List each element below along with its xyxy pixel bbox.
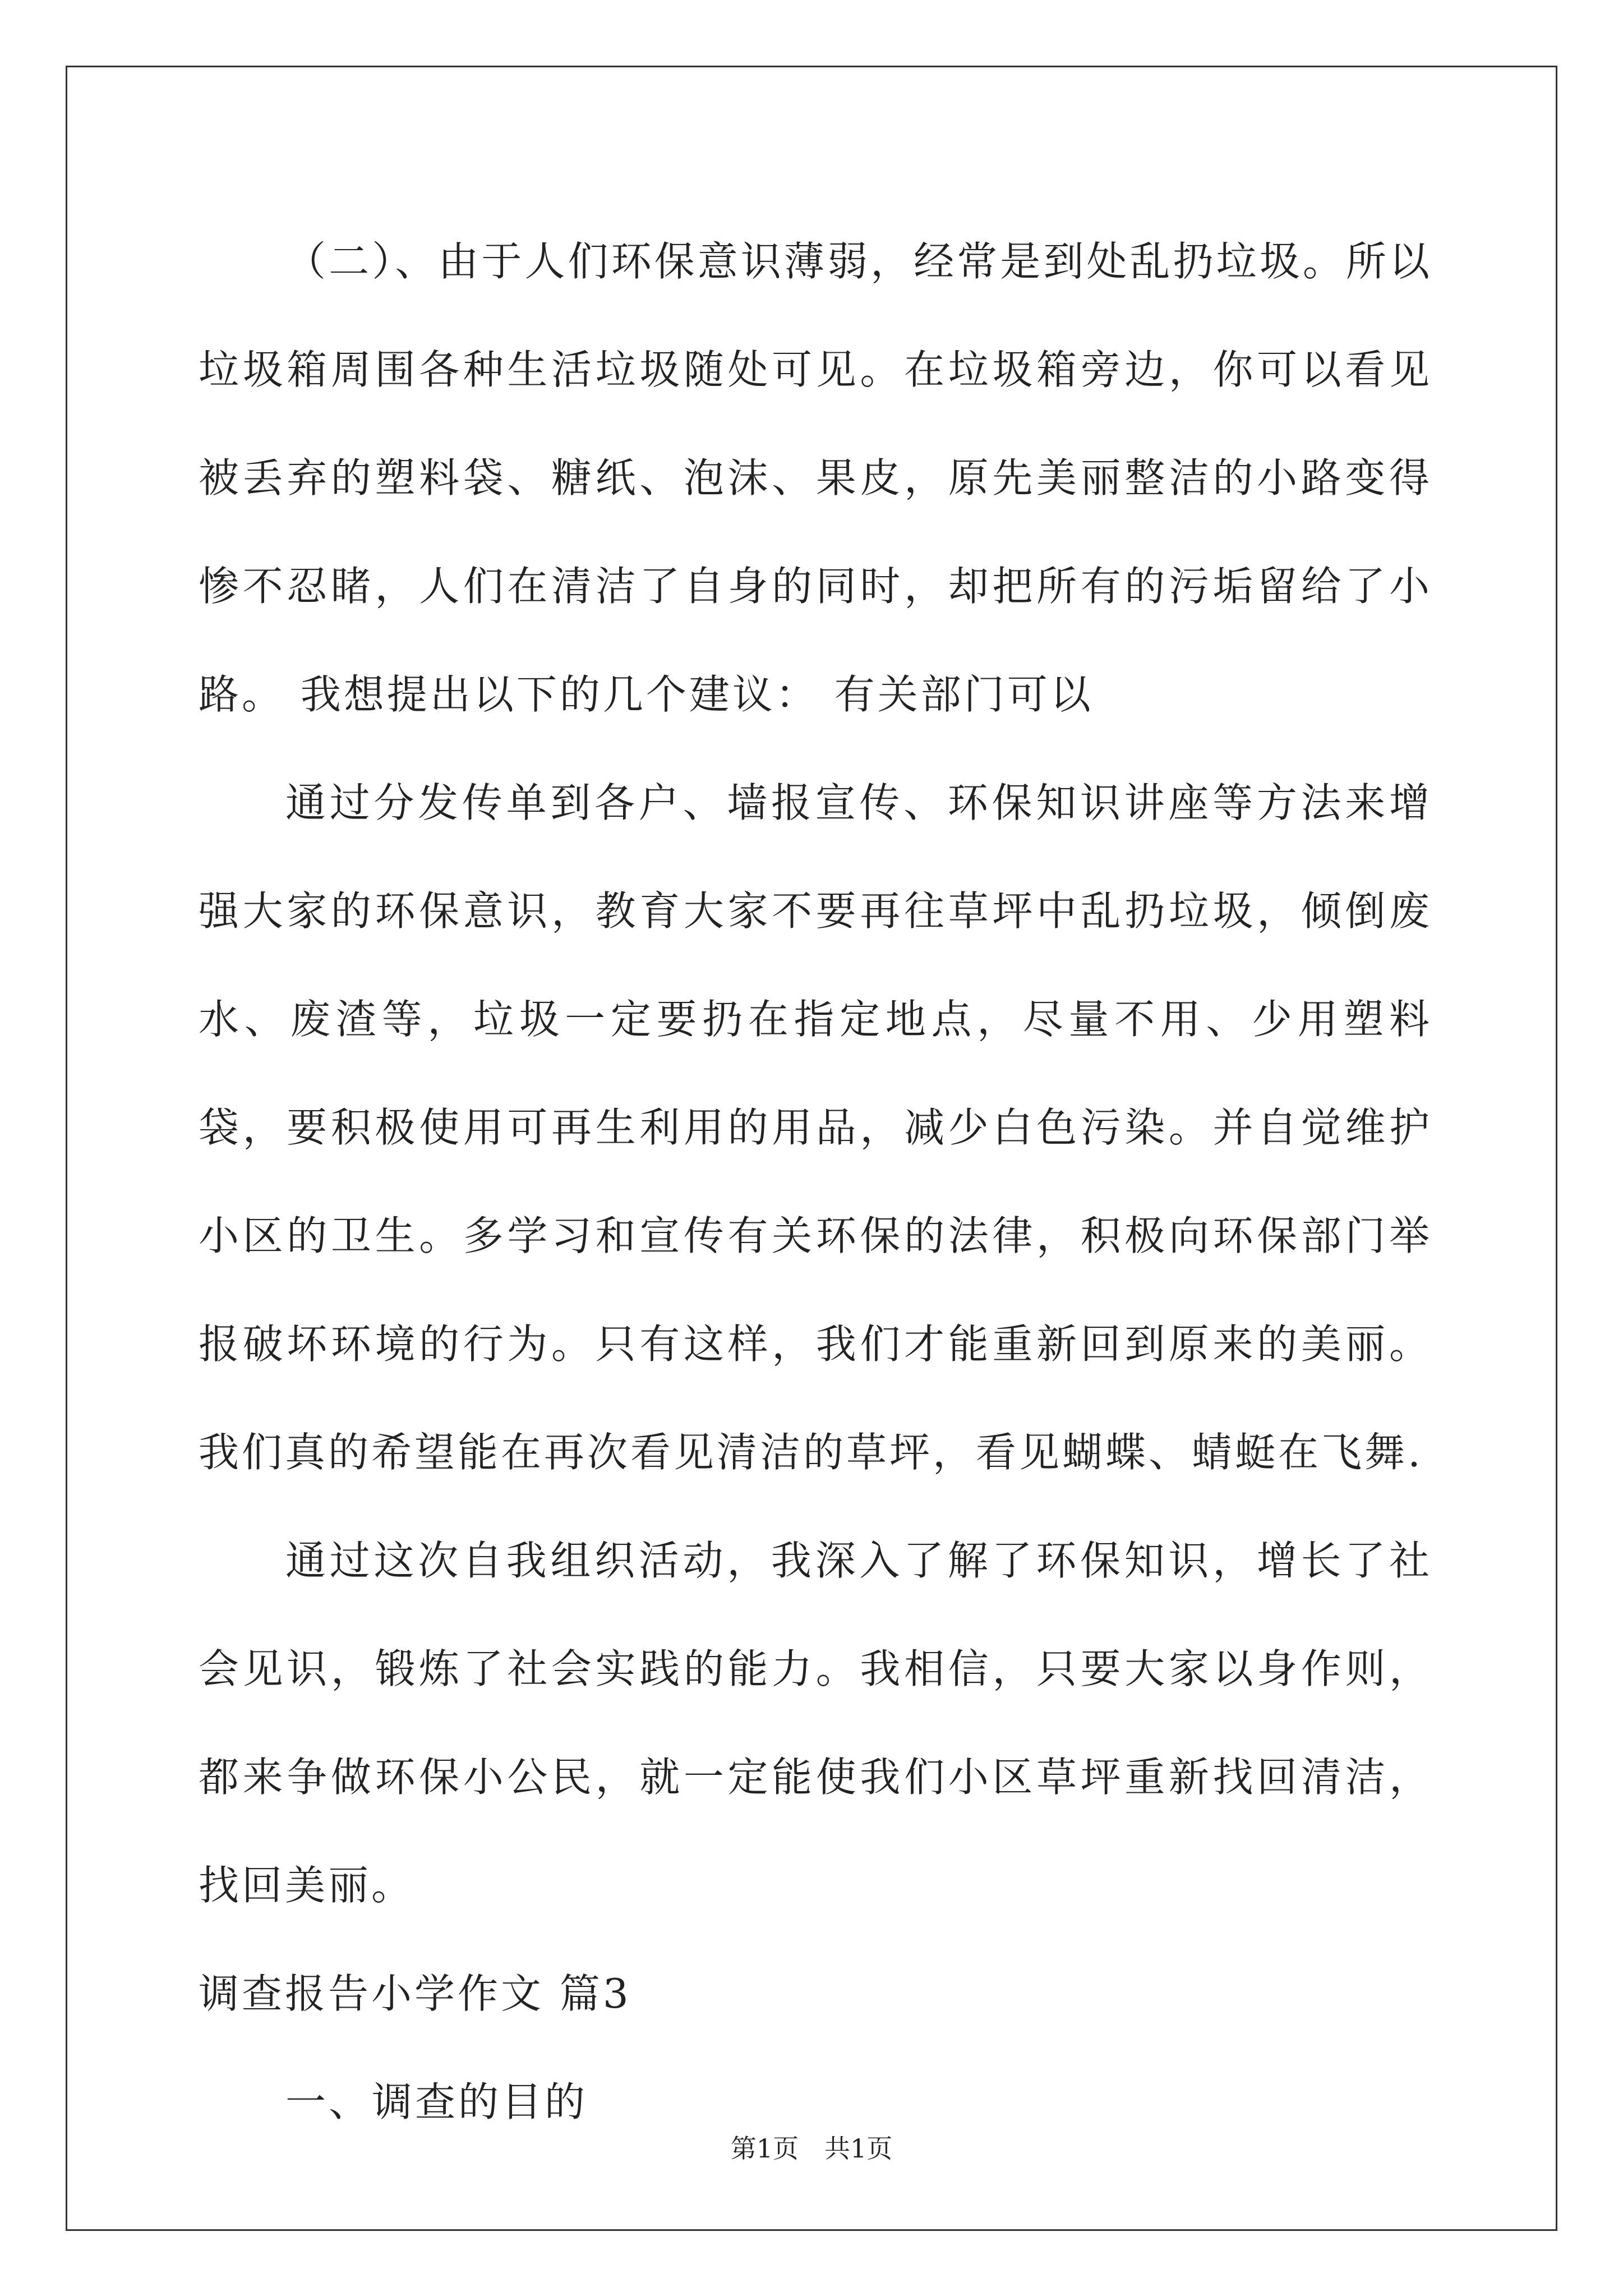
section-subheading: 一、调查的目的 [285, 2078, 588, 2125]
paragraph-1: （二）、由于人们环保意识薄弱，经常是到处乱扔垃圾。所以垃圾箱周围各种生活垃圾随处可见。在垃圾箱旁边，你可以看见被丢弃的塑料袋、糖纸、泡沫、果皮，原先美丽整洁的小路变得惨不忍睹，人们在清洁了自身的同时，却把所有的污垢留给了小路。 我想提出以下的几个建议： 有关部门可以 [199, 238, 1432, 718]
section-heading: 调查报告小学作文 篇3 [199, 1970, 631, 2017]
document-body [199, 208, 1432, 2156]
paragraph-3: 通过这次自我组织活动，我深入了解了环保知识，增长了社会见识，锻炼了社会实践的能力。我相信，只要大家以身作则，都来争做环保小公民，就一定能使我们小区草坪重新找回清洁，找回美丽。 [199, 1537, 1432, 1909]
page-footer: 第1页 共1页 [730, 2133, 893, 2164]
paragraph-2: 通过分发传单到各户、墙报宣传、环保知识讲座等方法来增强大家的环保意识，教育大家不要再往草坪中乱扔垃圾，倾倒废水、废渣等，垃圾一定要扔在指定地点，尽量不用、少用塑料袋，要积极使用可再生利用的用品，减少白色污染。并自觉维护小区的卫生。多学习和宣传有关环保的法律，积极向环保部门举报破坏环境的行为。只有这样，我们才能重新回到原来的美丽。我们真的希望能在再次看见清洁的草坪，看见蝴蝶、蜻蜓在飞舞. [199, 779, 1432, 1476]
